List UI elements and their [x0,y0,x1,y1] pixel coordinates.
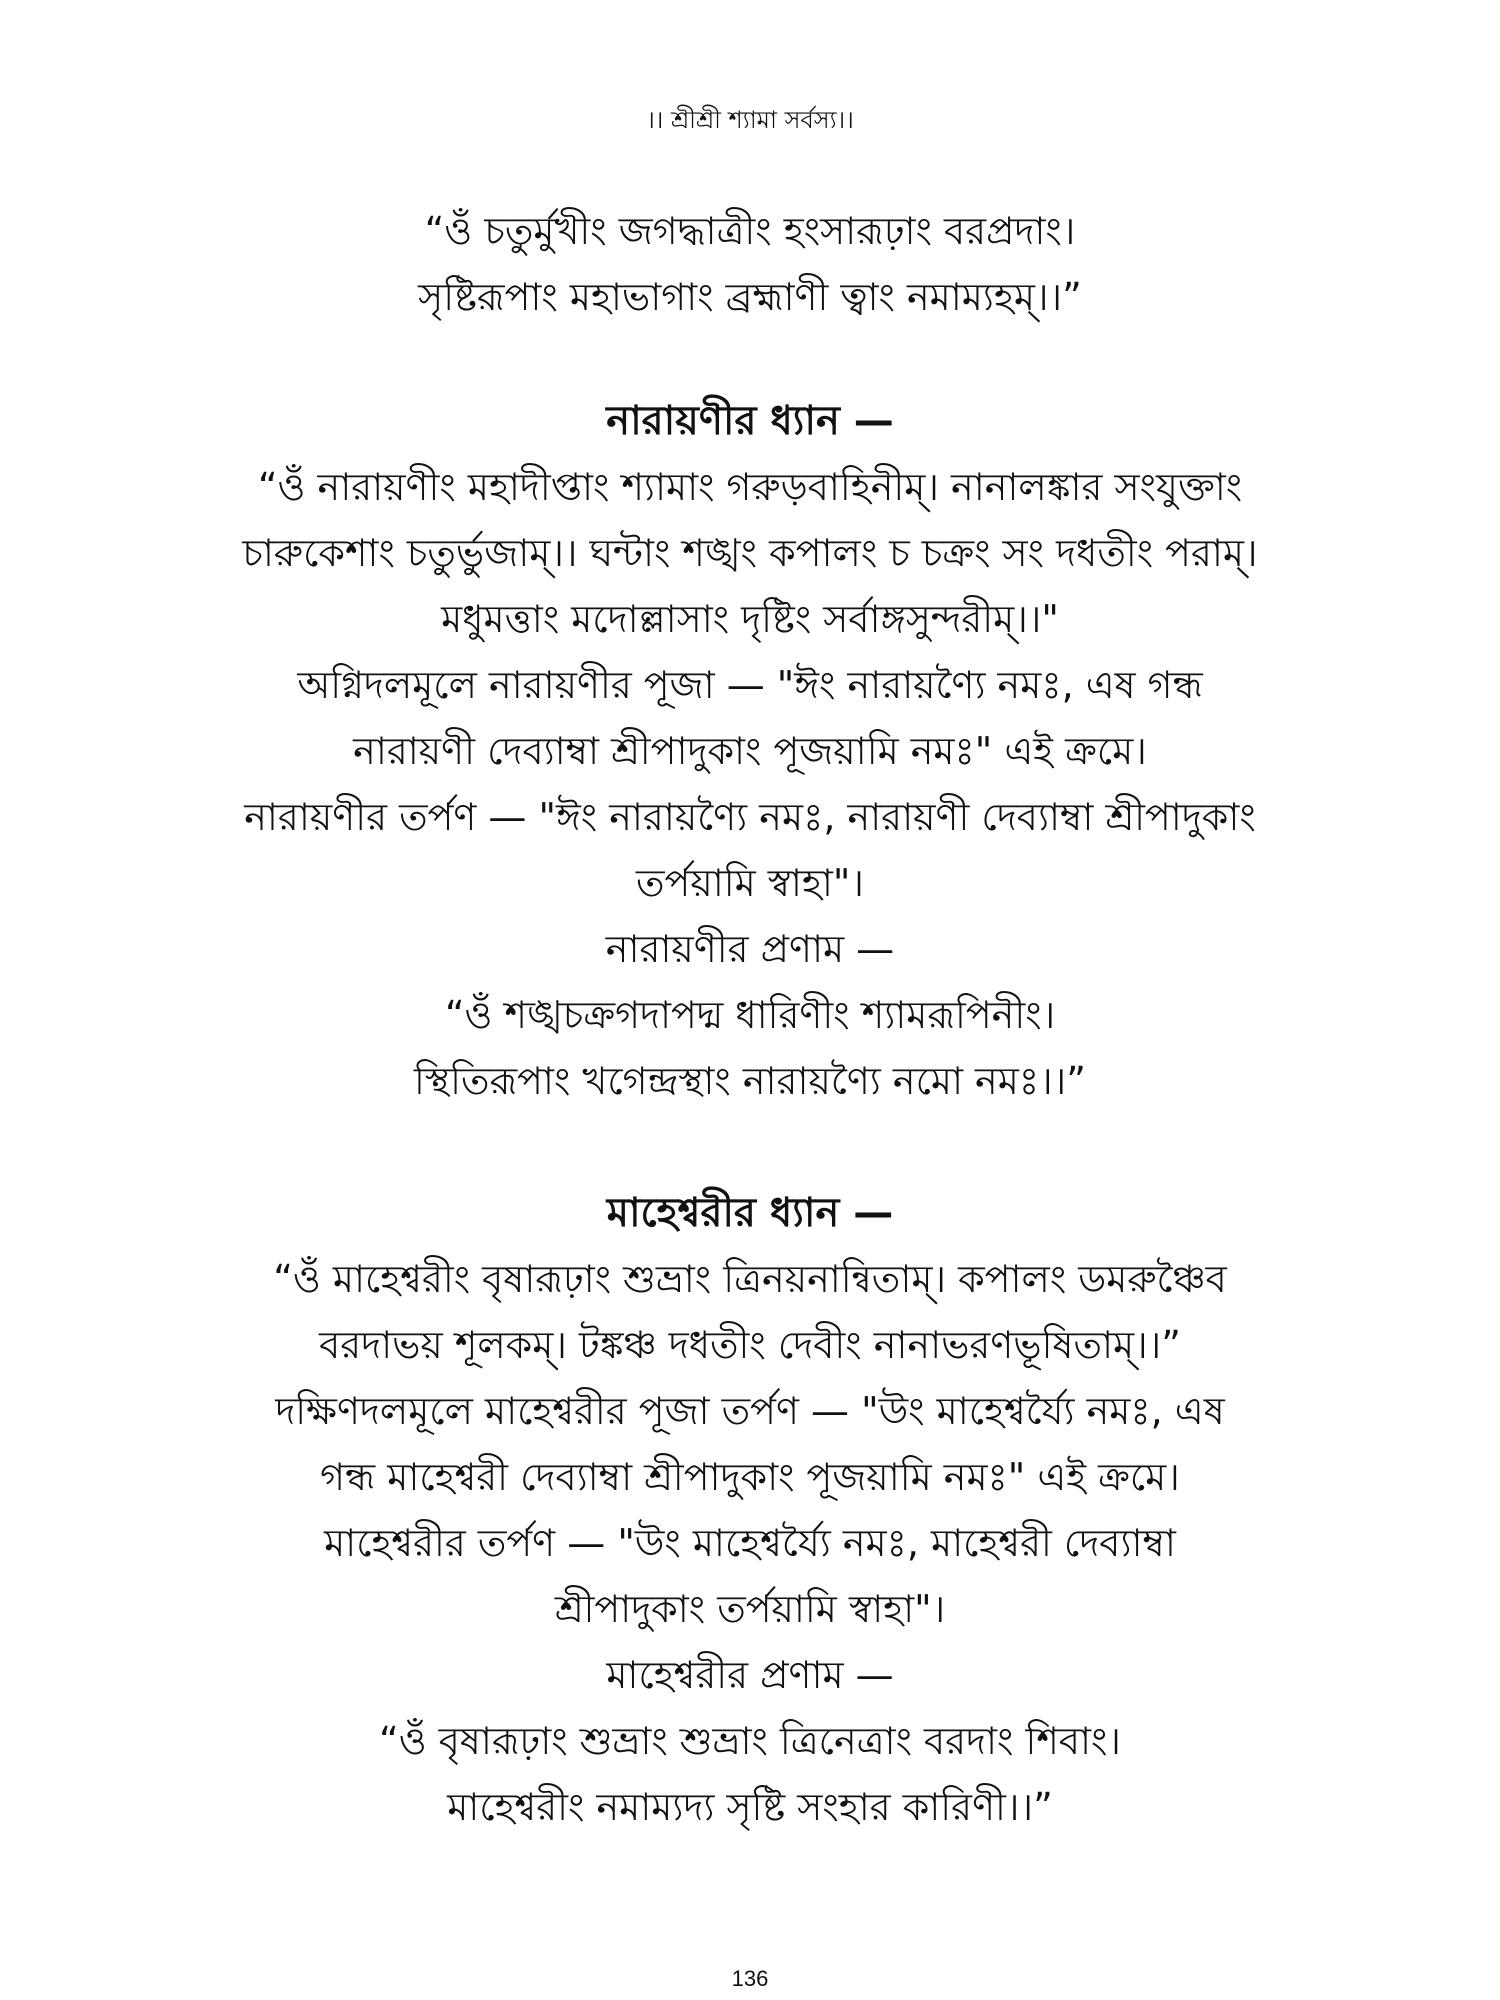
text-line: শ্রীপাদুকাং তর্পয়ামি স্বাহা"। [554,1587,946,1631]
text-line: “ওঁ নারায়ণীং মহাদীপ্তাং শ্যামাং গরুড়বাহিনীম্। নানালঙ্কার সংযুক্তাং [257,465,1243,509]
text-line: তর্পয়ামি স্বাহা"। [636,861,864,905]
text-line: “ওঁ মাহেশ্বরীং বৃষারূঢ়াং শুভ্রাং ত্রিনয়নান্বিতাম্। কপালং ডমরুঞ্চৈব [273,1257,1227,1301]
text-line: স্থিতিরূপাং খগেন্দ্রস্থাং নারায়ণ্যৈ নমো নমঃ।।” [414,1059,1086,1103]
text-line: নারায়ণীর তর্পণ — "ঈং নারায়ণ্যৈ নমঃ, নারায়ণী দেব্যাম্বা শ্রীপাদুকাং [244,795,1256,839]
text-line: মধুমত্তাং মদোল্লাসাং দৃষ্টিং সর্বাঙ্গসুন্দরীম্।।" [441,597,1059,641]
text-line: দক্ষিণদলমূলে মাহেশ্বরীর পূজা তর্পণ — "উং মাহেশ্বর্য্যৈ নমঃ, এষ [275,1389,1225,1433]
narayani-section [90,388,1410,1114]
intro-verse [90,198,1410,330]
section-heading-maheshwari: মাহেশ্বরীর ধ্যান — [606,1190,894,1236]
text-line: গন্ধ মাহেশ্বরী দেব্যাম্বা শ্রীপাদুকাং পূজয়ামি নমঃ" এই ক্রমে। [320,1455,1180,1499]
text-line: বরদাভয় শূলকম্। টঙ্কঞ্চ দধতীং দেবীং নানাভরণভূষিতাম্।।” [319,1323,1181,1367]
text-line: মাহেশ্বরীর প্রণাম — [606,1653,894,1697]
text-line: মাহেশ্বরীং নমাম্যদ্য সৃষ্টি সংহার কারিণী।।” [447,1785,1053,1829]
verse-line: “ওঁ চতুর্মুখীং জগদ্ধাত্রীং হংসারূঢ়াং বরপ্রদাং। [424,209,1076,253]
running-header: ।। শ্রীশ্রী শ্যামা সর্বস্য।। [646,106,854,134]
text-line: চারুকেশাং চতুর্ভুজাম্।। ঘন্টাং শঙ্খং কপালং চ চক্রং সং দধতীং পরাম্। [242,531,1258,575]
maheshwari-section [90,1180,1410,1840]
text-line: অগ্নিদলমূলে নারায়ণীর পূজা — "ঈং নারায়ণ্যৈ নমঃ, এষ গন্ধ [297,663,1203,707]
text-line: “ওঁ বৃষারূঢ়াং শুভ্রাং শুভ্রাং ত্রিনেত্রাং বরদাং শিবাং। [379,1719,1121,1763]
text-line: নারায়ণীর প্রণাম — [605,927,895,971]
text-line: মাহেশ্বরীর তর্পণ — "উং মাহেশ্বর্য্যৈ নমঃ, মাহেশ্বরী দেব্যাম্বা [324,1521,1176,1565]
text-line: “ওঁ শঙ্খচক্রগদাপদ্ম ধারিণীং শ্যামরূপিনীং। [444,993,1056,1037]
page-number: 136 [731,1966,769,1991]
section-heading-narayani: নারায়ণীর ধ্যান — [606,398,894,444]
text-line: নারায়ণী দেব্যাম্বা শ্রীপাদুকাং পূজয়ামি নমঃ" এই ক্রমে। [353,729,1147,773]
verse-line: সৃষ্টিরূপাং মহাভাগাং ব্রহ্মাণী ত্বাং নমাম্যহম্।।” [418,275,1082,319]
